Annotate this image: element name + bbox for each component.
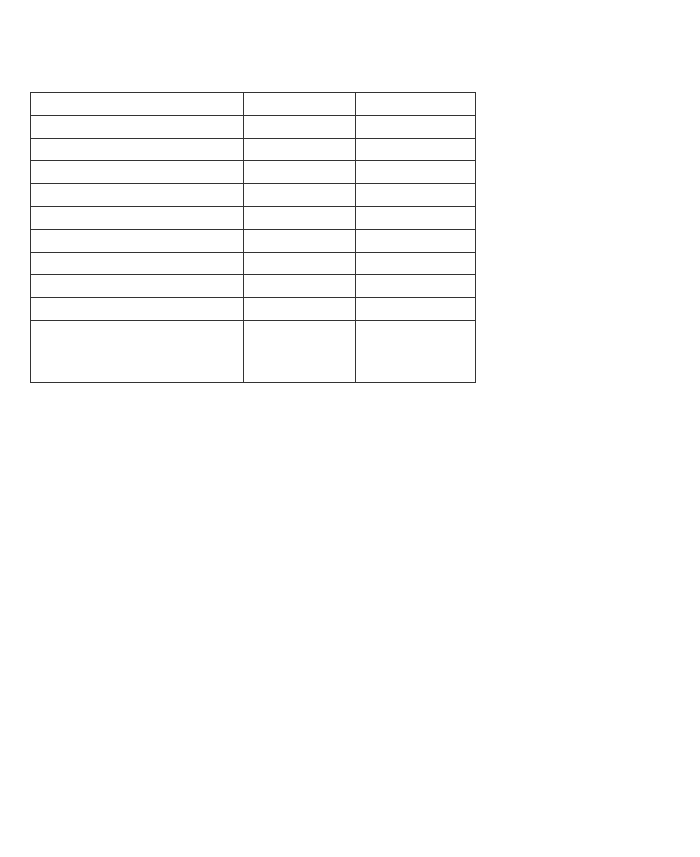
section-standard (30, 57, 670, 75)
toxicity-method (356, 320, 476, 382)
param-item (31, 138, 244, 161)
table-row (31, 115, 476, 138)
param-method (356, 138, 476, 161)
param-item (31, 206, 244, 229)
param-method (356, 252, 476, 275)
param-method (356, 275, 476, 298)
param-value (244, 298, 356, 321)
section-params (30, 92, 670, 383)
header-method (356, 93, 476, 116)
param-method (356, 298, 476, 321)
table-row (31, 206, 476, 229)
param-value (244, 229, 356, 252)
table-row (31, 161, 476, 184)
param-item (31, 298, 244, 321)
table-header-row (31, 93, 476, 116)
param-method (356, 161, 476, 184)
param-item (31, 184, 244, 207)
param-value (244, 275, 356, 298)
param-value (244, 206, 356, 229)
header-item (31, 93, 244, 116)
table-row (31, 275, 476, 298)
table-row-toxicity (31, 320, 476, 382)
param-value (244, 161, 356, 184)
param-item (31, 161, 244, 184)
table-row (31, 298, 476, 321)
param-method (356, 184, 476, 207)
param-value (244, 115, 356, 138)
table-row (31, 138, 476, 161)
param-value (244, 184, 356, 207)
toxicity-items (31, 320, 244, 382)
standard-line (34, 57, 670, 75)
param-method (356, 229, 476, 252)
params-table (30, 92, 476, 383)
param-value (244, 252, 356, 275)
table-row (31, 229, 476, 252)
param-method (356, 115, 476, 138)
param-method (356, 206, 476, 229)
header-value (244, 93, 356, 116)
param-item (31, 252, 244, 275)
toxicity-value-1 (244, 324, 355, 343)
table-row (31, 184, 476, 207)
param-item (31, 115, 244, 138)
param-item (31, 229, 244, 252)
toxicity-values (244, 320, 356, 382)
param-item (31, 275, 244, 298)
table-row (31, 252, 476, 275)
document-body (30, 40, 670, 405)
param-value (244, 138, 356, 161)
